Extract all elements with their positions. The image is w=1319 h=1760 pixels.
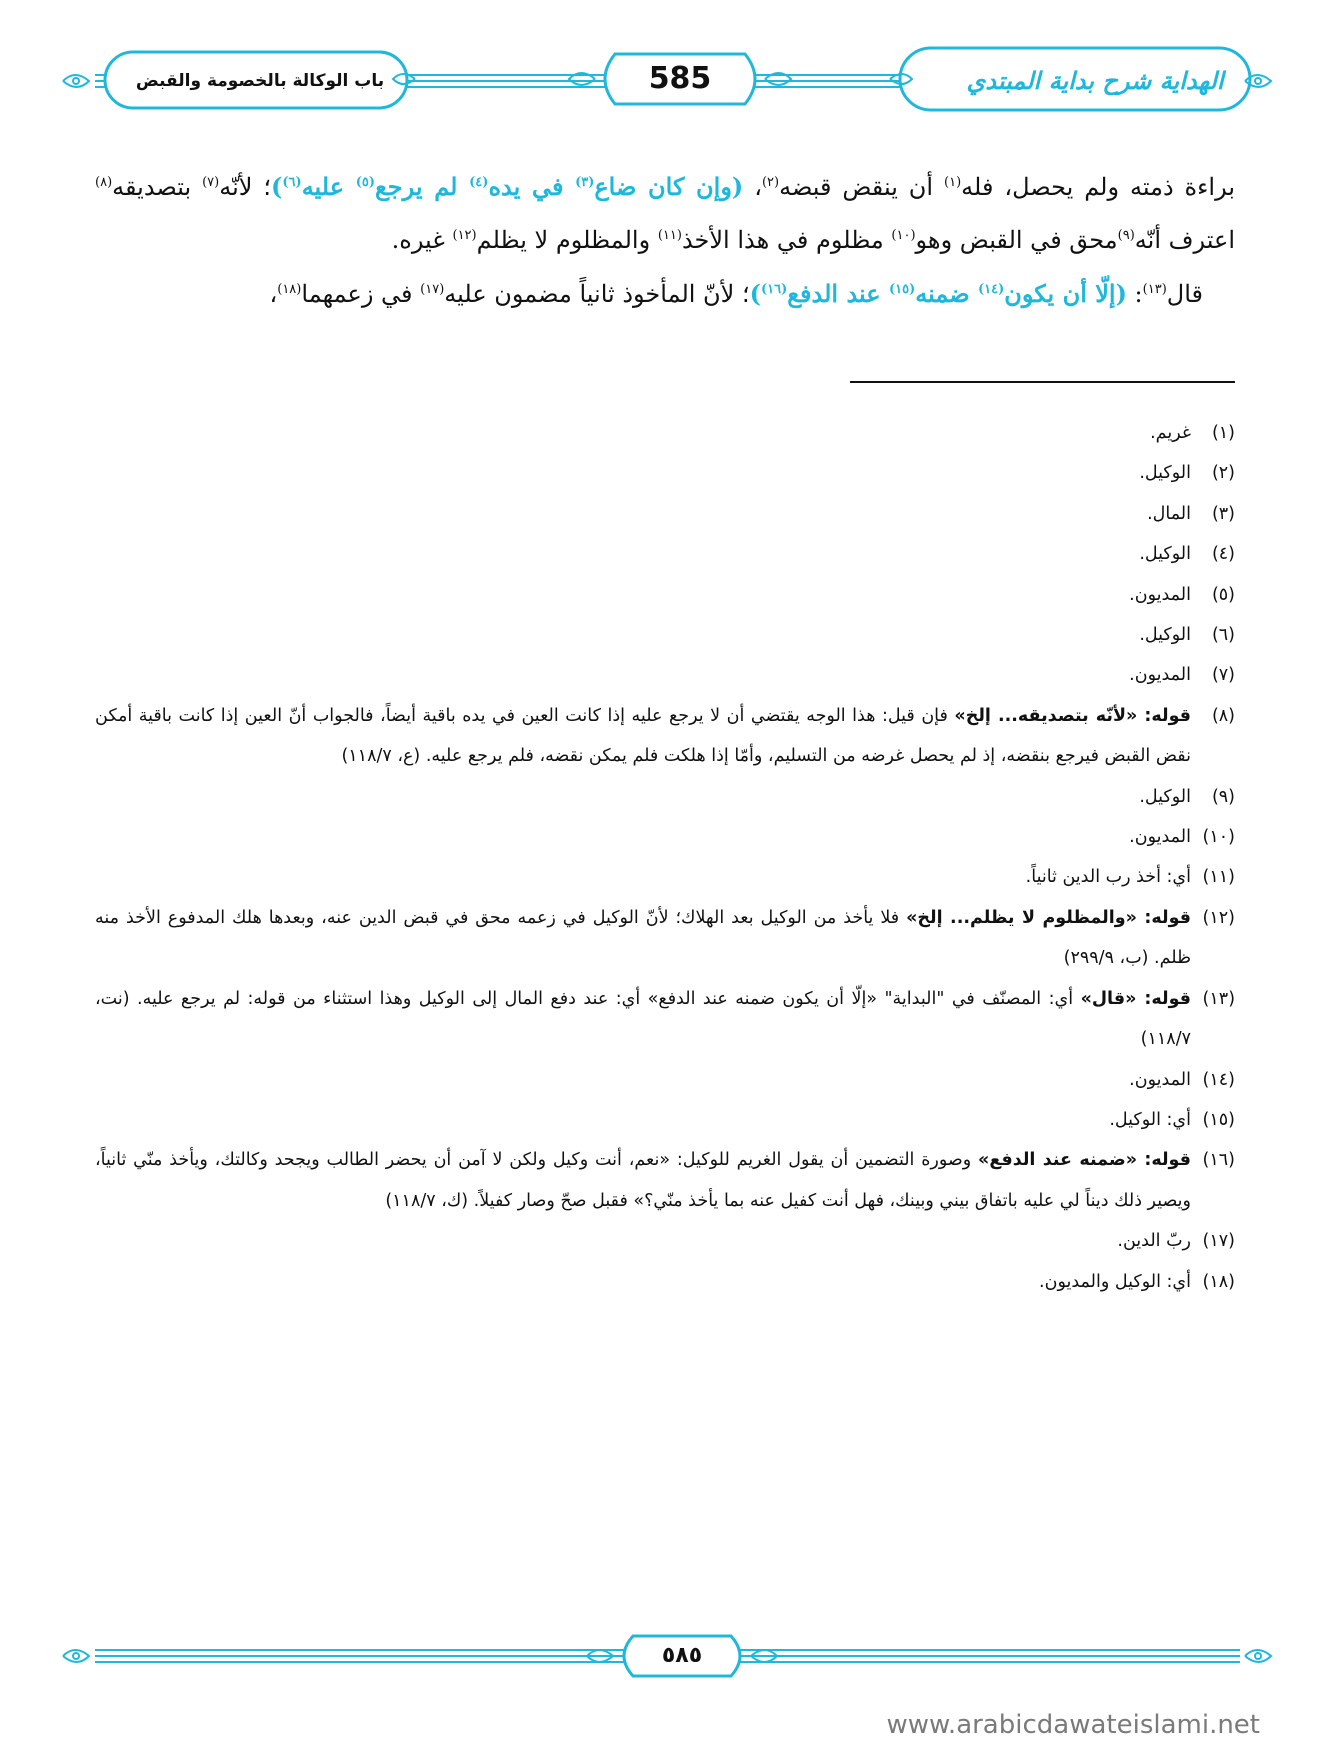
footnote-lead: قوله: «لأنّه بتصديقه... إلخ» [954,705,1191,726]
footnote-number: (٨) [1211,705,1235,726]
text-run: ، [743,173,762,201]
text-run: اعترف أنّه [1134,226,1235,254]
text-run: في يده [488,172,576,201]
text-run: ؛ لأنّ المأخوذ ثانياً مضمون عليه [444,280,750,308]
footnote [95,1100,1235,1140]
footnote-text: المديون. [1129,827,1191,848]
main-text [95,160,1235,321]
footnote-text: أي: المصنّف في "البداية" «إلّا أن يكون ضمنه عند الدفع» أي: عند دفع المال إلى الوكيل وهذا استثناء من قوله: لم يرجع عليه. (نت، ١١٨/٧) [95,988,1191,1050]
footnote-text: المديون. [1129,665,1191,686]
footnote-number: (١١) [1202,867,1235,888]
text-run: (إلّا أن يكون [1004,279,1127,308]
footnote-marker[interactable]: (٢) [761,175,780,190]
footnote-number: (١٣) [1202,988,1236,1009]
footnote [95,857,1235,897]
text-run: ، [269,280,278,308]
footnote-number: (٣) [1211,503,1235,524]
text-run: (وإن كان ضاع [594,172,744,201]
footnote-text: غريم. [1150,423,1191,443]
footnote-marker[interactable]: (١٢) [452,228,477,243]
footnote-number: (٩) [1211,786,1235,807]
footer-page-number: ٥٨٥ [661,1643,703,1668]
footnote [95,534,1235,574]
footnote-number: (١٨) [1202,1271,1235,1292]
text-run: : [1126,280,1143,308]
footnote-text: المديون. [1129,584,1191,605]
text-run: ضمنه [915,279,978,308]
text-run: عليه [301,172,356,201]
footnote [95,979,1235,1060]
footnote-marker[interactable]: (١٨) [277,282,302,297]
text-run: في زعمهما [301,280,421,308]
website-url[interactable]: www.arabicdawateislami.net [886,1710,1260,1740]
footnote-text: أي: الوكيل. [1109,1109,1191,1130]
text-run: ) [271,172,283,201]
footnote [95,453,1235,493]
footnote-marker[interactable]: (١٦) [760,282,788,297]
footnote-lead: قوله: «قال» [1080,988,1192,1009]
footnote-marker[interactable]: (١١) [657,228,682,243]
footnote-marker[interactable]: (٧) [202,175,220,190]
footnote-number: (١٥) [1202,1109,1235,1130]
footnote-number: (٢) [1211,463,1235,484]
text-run: محق في القبض وهو [915,226,1118,254]
page-footer [55,1628,1280,1684]
footnote-text: أي: أخذ رب الدين ثانياً. [1025,867,1191,888]
footnote-marker[interactable]: (١٧) [420,282,445,297]
text-run: ؛ لأنّه [219,173,272,201]
footnote-lead: قوله: «ضمنه عند الدفع» [978,1150,1191,1171]
footnote-marker[interactable]: (١٥) [888,282,916,297]
footnote-text: أي: الوكيل والمديون. [1039,1271,1191,1292]
footnote-number: (١٤) [1202,1069,1235,1090]
footnote-text: وصورة التضمين أن يقول الغريم للوكيل: «نعم، أنت وكيل ولكن لا آمن أن يحضر الطالب ويجحد وكالتك، ويأخذ منّي ثانياً، ويصير ذلك ديناً لي عليه باتفاق بيني وبينك، فهل أنت كفيل عنه بما يأخذ منّي؟» فقبل صحّ وصار كفيلاً. (ك، ١١٨/٧) [95,1150,1191,1211]
book-title: الهداية شرح بداية المبتدي [966,66,1224,95]
footnote-text: المال. [1147,503,1191,524]
footnote-text: ربّ الدين. [1117,1231,1191,1252]
footnote-text: الوكيل. [1139,625,1191,646]
footnote [95,696,1235,777]
footnote-marker[interactable]: (٩) [1117,228,1135,243]
main-line [95,160,1235,267]
footnote-number: (١٧) [1202,1231,1235,1252]
footnote [95,817,1235,857]
chapter-title: باب الوكالة بالخصومة والقبض [135,71,385,91]
footnote-number: (١٠) [1202,827,1235,848]
footnote-number: (١) [1211,423,1235,443]
footnote-marker[interactable]: (١) [944,175,962,190]
matn-highlight [271,172,743,201]
footnote-marker[interactable]: (٦) [282,175,302,190]
footnote [95,1140,1235,1221]
footnote-marker[interactable]: (٤) [469,175,489,190]
footnote [95,777,1235,817]
text-run: والمظلوم لا يظلم [476,226,658,254]
footnote-text: المديون. [1129,1069,1191,1090]
footnote-number: (٦) [1211,625,1235,646]
footnote-text: الوكيل. [1139,786,1191,807]
text-run: غيره. [391,226,453,254]
footnote-divider [850,381,1235,383]
footnote [95,494,1235,534]
footnote-marker[interactable]: (١٠) [891,228,916,243]
page-number: 585 [648,61,712,96]
text-run: ) [749,279,761,308]
footnote-lead: قوله: «والمظلوم لا يظلم... إلخ» [906,907,1191,928]
text-run: قال [1166,280,1203,308]
text-run: مظلوم في هذا الأخذ [681,226,892,254]
footnote-text: الوكيل. [1139,544,1191,565]
footnotes [95,413,1235,1302]
footnote-marker[interactable]: (٨) [95,175,113,190]
text-run: أن ينقض قبضه [779,173,945,201]
footnote-marker[interactable]: (١٤) [977,282,1005,297]
footnote [95,898,1235,979]
footnote [95,1262,1235,1302]
footnote-marker[interactable]: (٣) [575,175,595,190]
footnote [95,1060,1235,1100]
footnote-number: (٤) [1211,544,1235,565]
footnote [95,1221,1235,1261]
footnote [95,575,1235,615]
footnote-marker[interactable]: (١٣) [1142,282,1167,297]
footnote-number: (١٦) [1202,1150,1235,1171]
footnote [95,655,1235,695]
main-line [95,267,1235,321]
footnote-number: (١٢) [1202,907,1235,928]
footnote-number: (٧) [1211,665,1235,686]
footnote [95,615,1235,655]
text-run: بتصديقه [112,173,192,201]
footnote-text: الوكيل. [1139,463,1191,484]
footnote [95,413,1235,453]
page-header [55,44,1280,114]
footnote-marker[interactable]: (٥) [355,175,376,190]
text-run: عند الدفع [787,279,889,308]
matn-highlight [750,279,1127,308]
footnote-text: فلا يأخذ من الوكيل بعد الهلاك؛ لأنّ الوكيل في زعمه محق في قبض الدين عنه، وبعدها هلك المدفوع الأخذ منه ظلم. (ب، ٢٩٩/٩) [95,907,1191,969]
text-run: لم يرجع [375,172,470,201]
footnote-text: فإن قيل: هذا الوجه يقتضي أن لا يرجع عليه إذا كانت العين في يده باقية أيضاً، فالجواب أنّ العين إذا كانت باقية أمكن نقض القبض فيرجع بنقضه، إذ لم يحصل غرضه من التسليم، وأمّا إذا هلكت فلم يمكن نقضه، فلم يرجع عليه. (ع، ١١٨/٧) [95,705,1191,767]
footnote-number: (٥) [1211,584,1235,605]
text-run: براءة ذمته ولم يحصل، فله [961,173,1236,201]
